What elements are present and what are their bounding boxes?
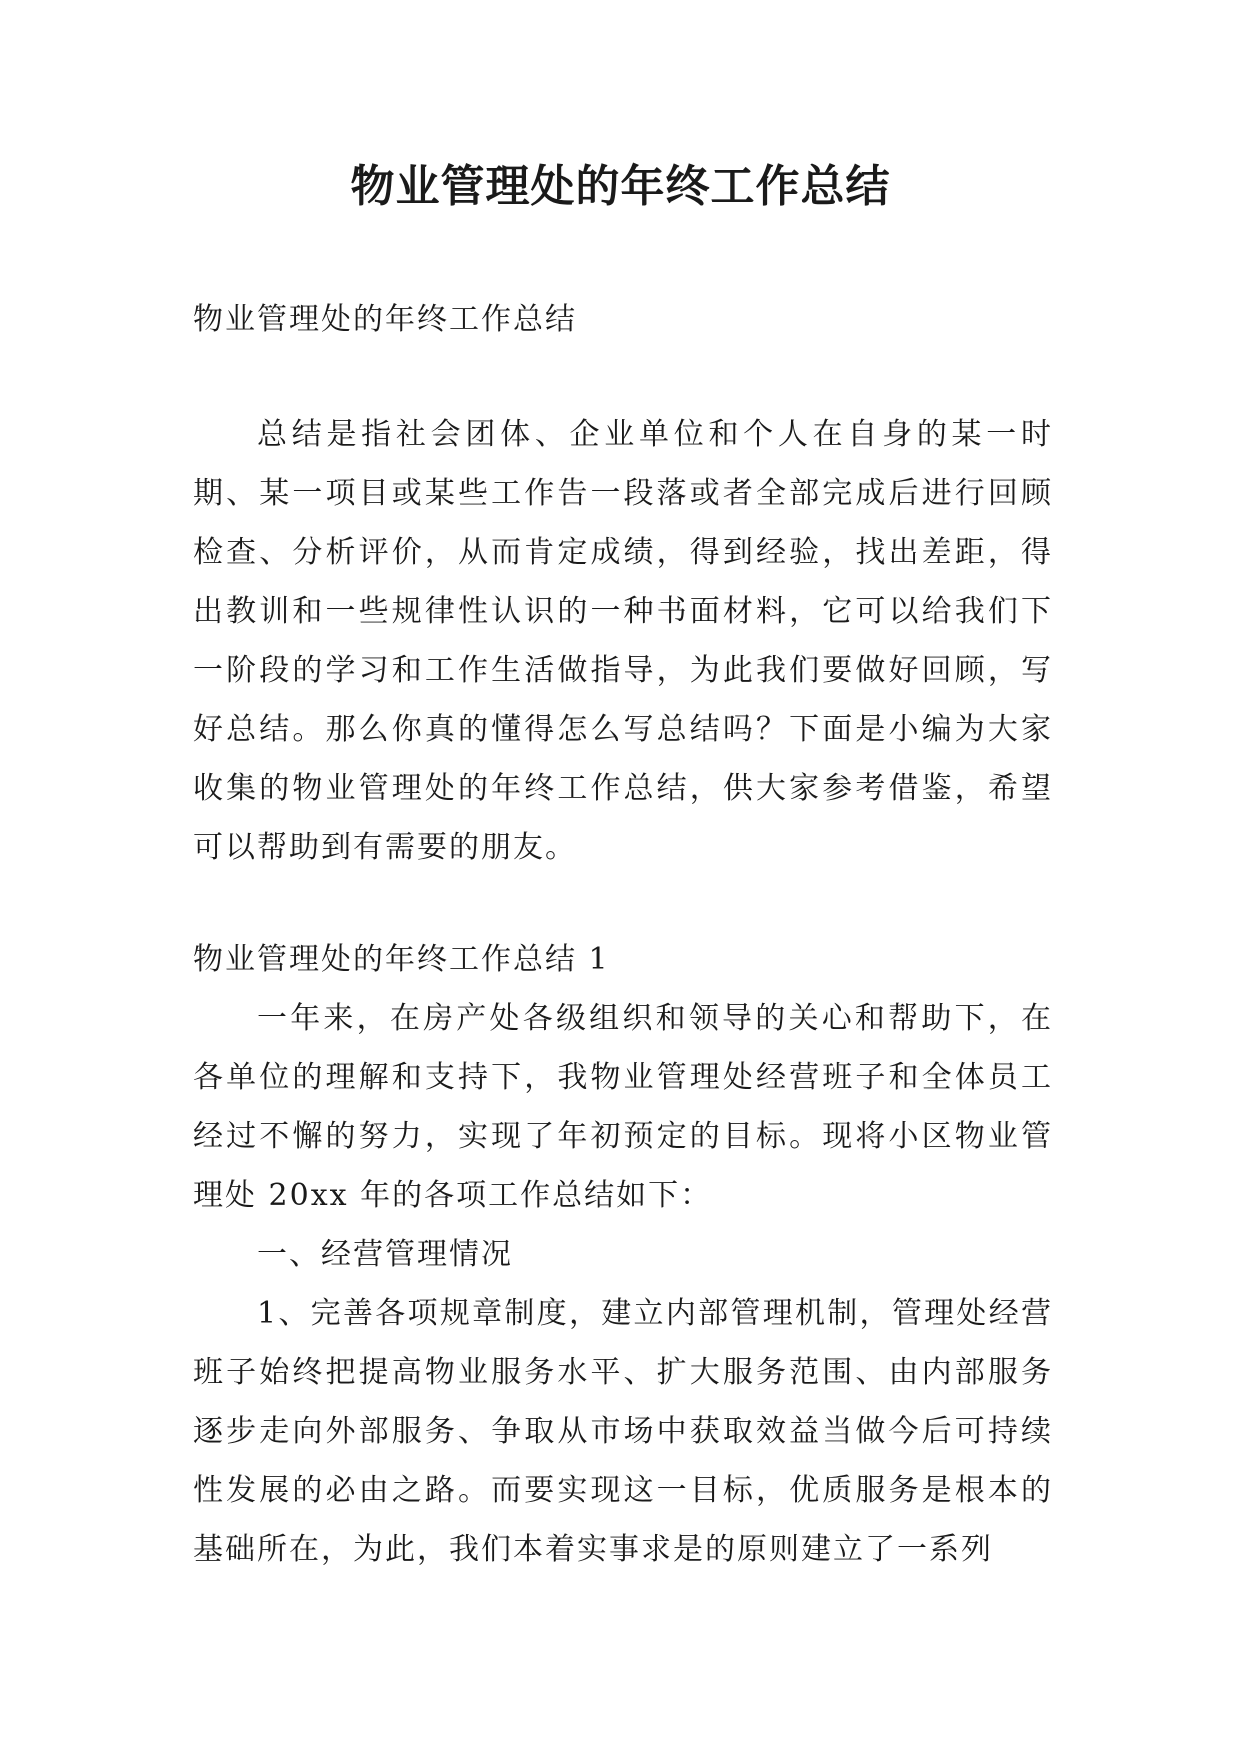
intro-paragraph: 总结是指社会团体、企业单位和个人在自身的某一时期、某一项目或某些工作告一段落或者全部完成后进行回顾检查、分析评价，从而肯定成绩，得到经验，找出差距，得出教训和一些规律性认识的一种书面材料，它可以给我们下一阶段的学习和工作生活做指导，为此我们要做好回顾，写好总结。那么你真的懂得怎么写总结吗？下面是小编为大家收集的物业管理处的年终工作总结，供大家参考借鉴，希望可以帮助到有需要的朋友。 (193, 417, 1053, 865)
section-1 (193, 930, 1053, 1579)
intro-section (193, 405, 1053, 877)
body-paragraph: 一年来，在房产处各级组织和领导的关心和帮助下，在各单位的理解和支持下，我物业管理处经营班子和全体员工经过不懈的努力，实现了年初预定的目标。现将小区物业管理处 20xx 年的各项工作总结如下： (193, 1001, 1053, 1213)
body-paragraph: 1、完善各项规章制度，建立内部管理机制，管理处经营班子始终把提高物业服务水平、扩大服务范围、由内部服务逐步走向外部服务、争取从市场中获取效益当做今后可持续性发展的必由之路。而要实现这一目标，优质服务是根本的基础所在，为此，我们本着实事求是的原则建立了一系列 (193, 1296, 1053, 1567)
section-heading: 物业管理处的年终工作总结 1 (193, 942, 610, 977)
document-subtitle: 物业管理处的年终工作总结 (193, 302, 577, 337)
subsection-heading: 一、经营管理情况 (257, 1237, 513, 1272)
document-title: 物业管理处的年终工作总结 (350, 161, 891, 212)
